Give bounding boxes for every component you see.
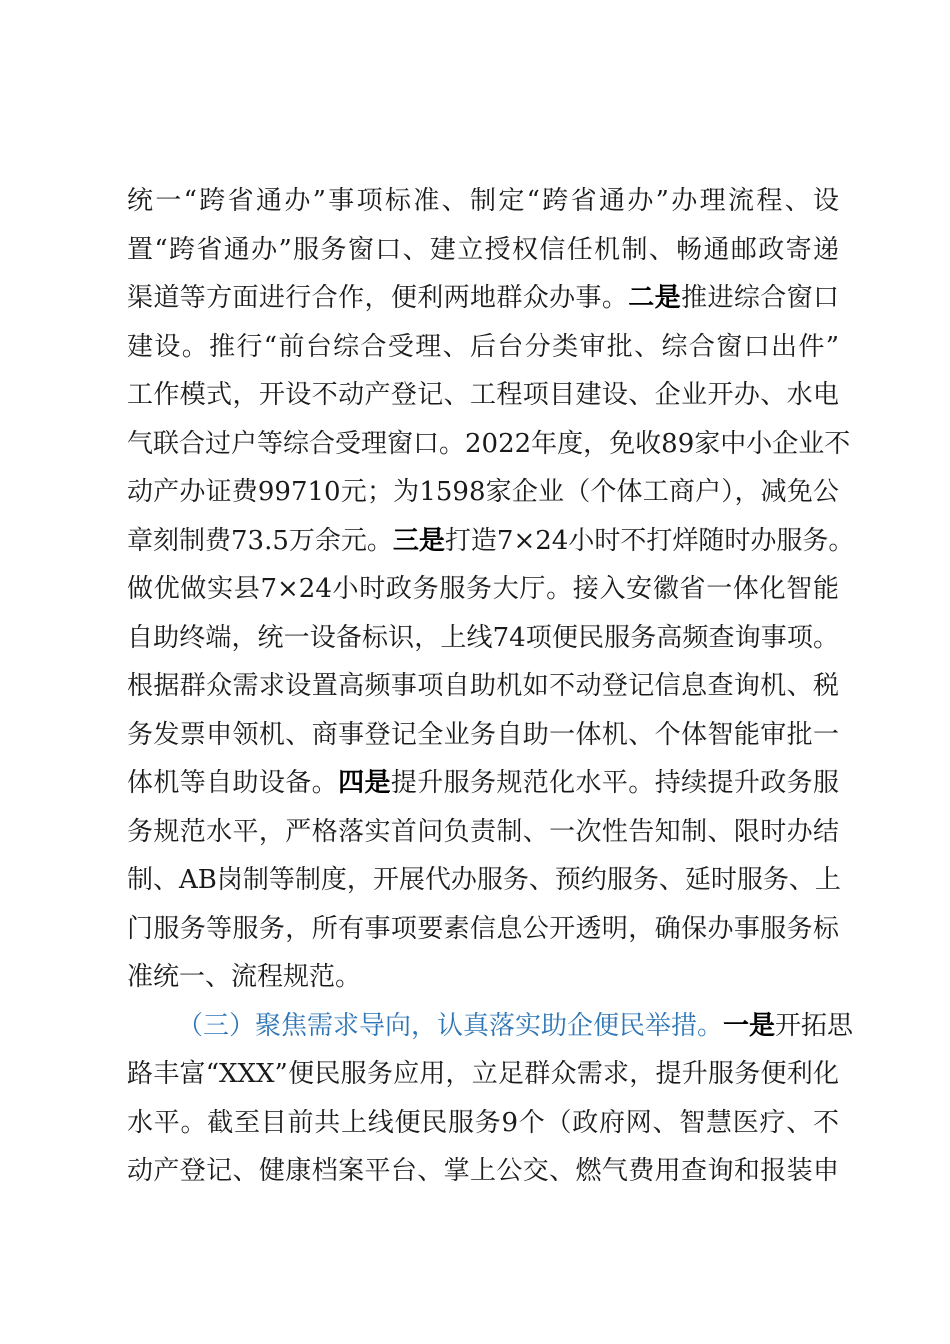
text-line [127, 905, 839, 954]
text-line [127, 1099, 839, 1148]
text-run: 务规范水平，严格落实首问负责制、一次性告知制、限时办结 [127, 816, 839, 847]
text-run: 渠道等方面进行合作，便利两地群众办事。 [127, 283, 629, 313]
text-line [127, 517, 855, 566]
text-run: 建设。推行“前台综合受理、后台分类审批、综合窗口出件” [127, 331, 839, 362]
text-line [127, 226, 839, 275]
text-run: 准统一、流程规范。 [127, 962, 362, 992]
text-line [127, 177, 839, 226]
text-line [127, 468, 839, 517]
text-run: 路丰富“XXX”便民服务应用，立足群众需求，提升服务便利化 [127, 1059, 839, 1089]
text-run: 打造7×24小时不打烊随时办服务。 [444, 525, 855, 556]
bold-ordinal: 二是 [628, 283, 682, 313]
text-line [127, 759, 839, 808]
text-run: 动产登记、健康档案平台、掌上公交、燃气费用查询和报装申 [127, 1156, 839, 1186]
text-run: 推进综合窗口 [681, 283, 839, 313]
bold-ordinal: 一是 [723, 1010, 776, 1041]
text-line [127, 420, 851, 469]
text-run: 水平。截至目前共上线便民服务9个（政府网、智慧医疗、不 [127, 1107, 839, 1138]
text-run: 务发票申领机、商事登记全业务自助一体机、个体智能审批一 [127, 719, 839, 750]
text-run: 体机等自助设备。 [127, 768, 339, 798]
text-run: 门服务等服务，所有事项要素信息公开透明，确保办事服务标 [127, 913, 839, 944]
document-body [127, 177, 855, 1196]
text-line [127, 856, 839, 905]
text-line [127, 614, 839, 663]
text-line [127, 274, 839, 323]
text-line [127, 1002, 854, 1051]
text-run: 开拓思 [775, 1010, 854, 1041]
text-run: 统一“跨省通办”事项标准、制定“跨省通办”办理流程、设 [127, 186, 839, 216]
bold-ordinal: 四是 [338, 768, 391, 798]
text-run: 制、AB岗制等制度，开展代办服务、预约服务、延时服务、上 [127, 865, 841, 895]
text-run: 提升服务规范化水平。持续提升政务服 [390, 768, 839, 798]
text-run: 工作模式，开设不动产登记、工程项目建设、企业开办、水电 [127, 380, 839, 410]
text-run: 置“跨省通办”服务窗口、建立授权信任机制、畅通邮政寄递 [127, 234, 839, 265]
bold-ordinal: 三是 [392, 525, 445, 556]
text-line [127, 565, 839, 614]
section-heading: （三）聚焦需求导向，认真落实助企便民举措。 [177, 1010, 724, 1041]
text-line [127, 953, 839, 1002]
text-run: 自助终端，统一设备标识，上线74项便民服务高频查询事项。 [127, 622, 839, 653]
text-line [127, 711, 839, 760]
text-line [127, 371, 839, 420]
text-line [127, 323, 839, 372]
text-line [127, 1050, 839, 1099]
text-run: 气联合过户等综合受理窗口。2022年度，免收89家中小企业不 [127, 428, 851, 459]
text-run: 根据群众需求设置高频事项自助机如不动登记信息查询机、税 [127, 671, 839, 701]
text-line [127, 662, 839, 711]
text-line [127, 1147, 839, 1196]
text-line [127, 808, 839, 857]
text-run: 做优做实县7×24小时政务服务大厅。接入安徽省一体化智能 [127, 574, 839, 604]
text-run: 章刻制费73.5万余元。 [127, 525, 393, 556]
text-run: 动产办证费99710元；为1598家企业（个体工商户），减免公 [127, 477, 839, 507]
